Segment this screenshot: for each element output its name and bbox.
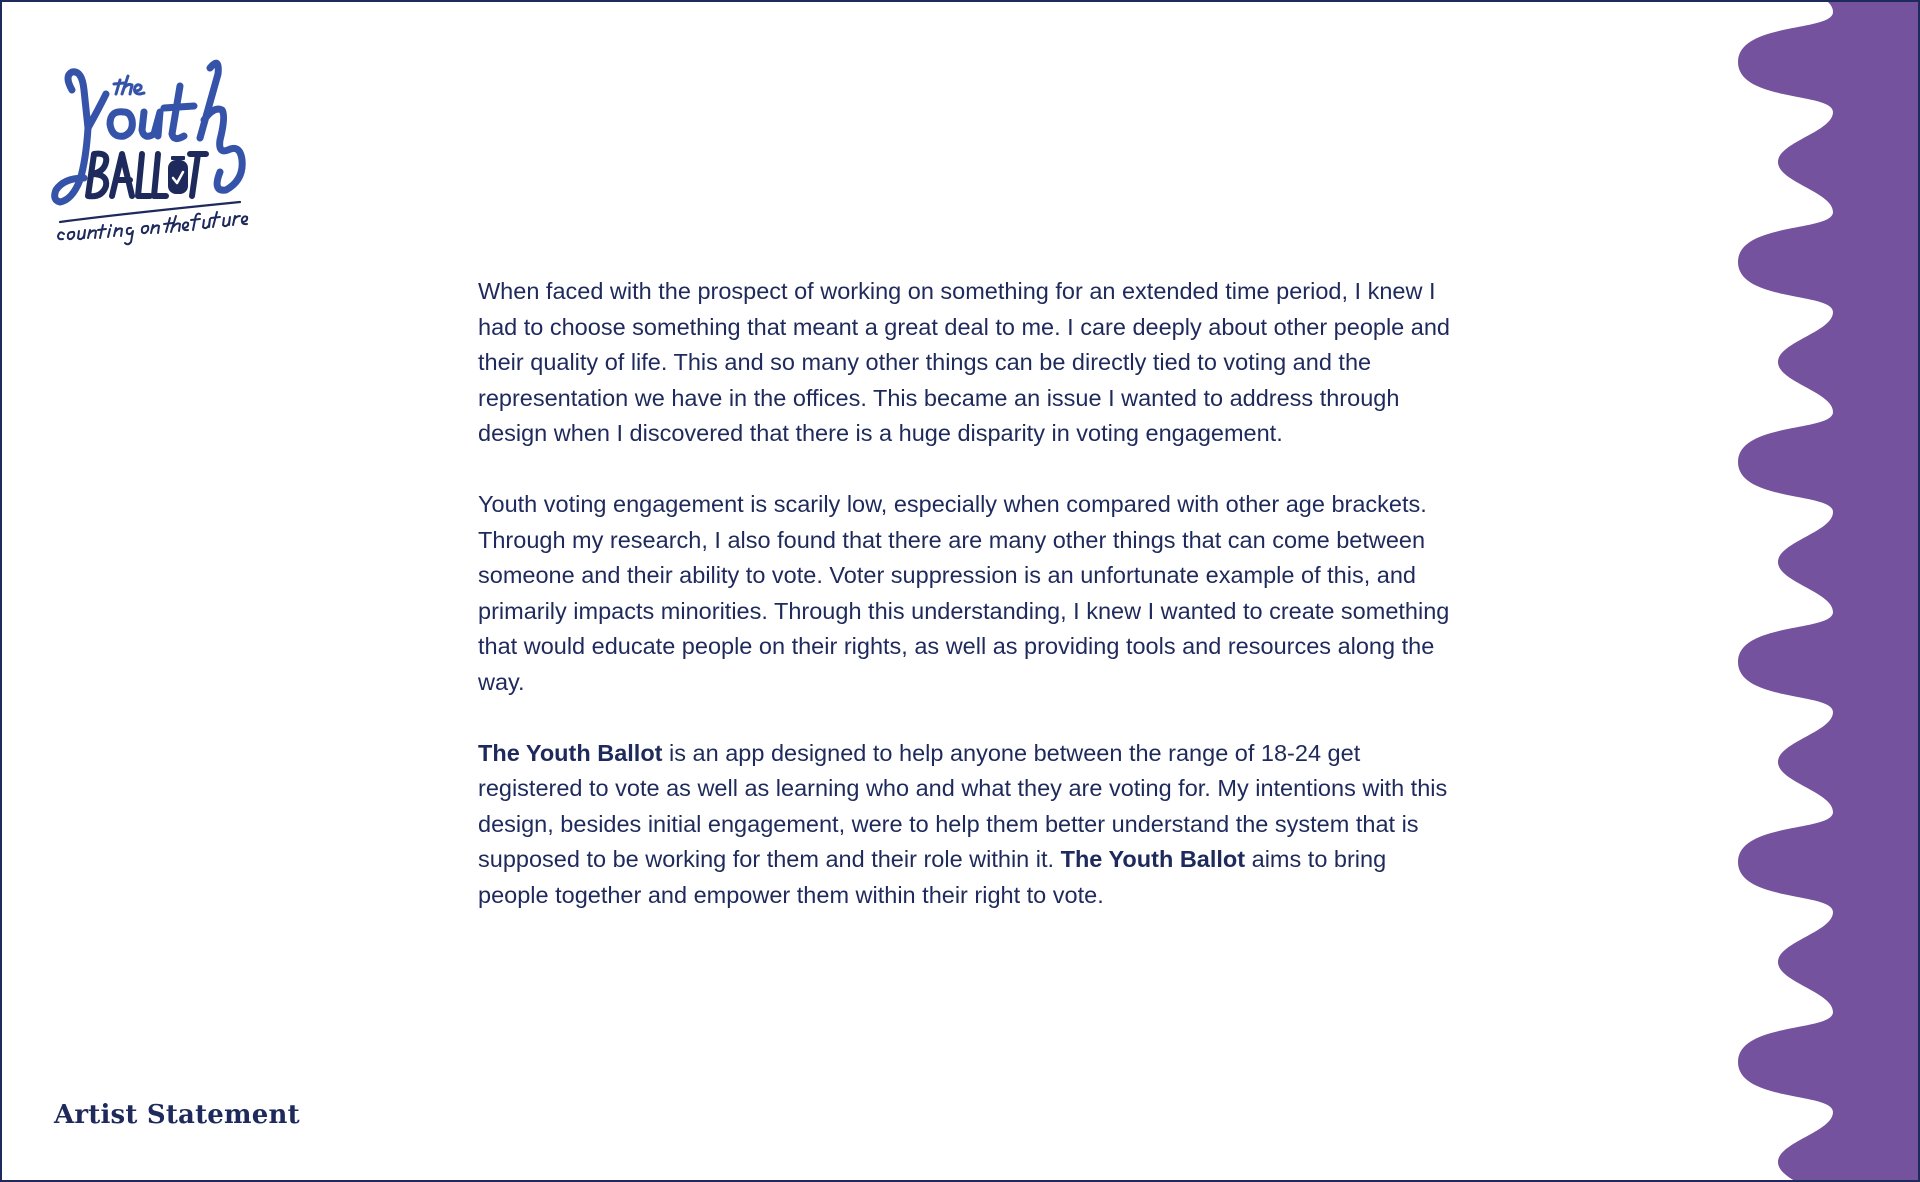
statement-paragraph-2: Youth voting engagement is scarily low, especially when compared with other age brackets. Through my research, I also found that there are many other things that can come between someone and their ability to vote. Voter suppression is an unfortunate example of this, and primarily impacts minorities. Through this understanding, I knew I wanted to create something that would educate people on their rights, as well as providing tools and resources along the way. [478,491,1450,695]
brand-name-emphasis: The Youth Ballot [1060,846,1246,872]
scalloped-wave-border [1738,2,1918,1182]
statement-body [478,274,1458,949]
statement-paragraph-3-text-1: is an app designed to help anyone between the range of 18-24 get registered to vote as well as learning who and what they are voting for. My intentions with this design, besides initial engagement, were to help them better understand the system that is supposed to be working for them and their role within it. [478,739,1448,872]
brand-name-emphasis: The Youth Ballot [478,739,663,766]
youth-ballot-logo [50,50,290,250]
page-title: Artist Statement [54,1100,300,1130]
statement-paragraph-3-text-2: aims to bring people together and empower them within their right to vote. [478,846,1387,908]
statement-paragraph-3 [478,736,1458,914]
statement-paragraph-1: When faced with the prospect of working on something for an extended time period, I knew I had to choose something that meant a great deal to me. I care deeply about other people and their quality of life. This and so many other things can be directly tied to voting and the representation we have in the offices. This became an issue I wanted to address through design when I discovered that there is a huge disparity in voting engagement. [478,278,1450,446]
youth-ballot-logo-graphic [50,50,290,250]
